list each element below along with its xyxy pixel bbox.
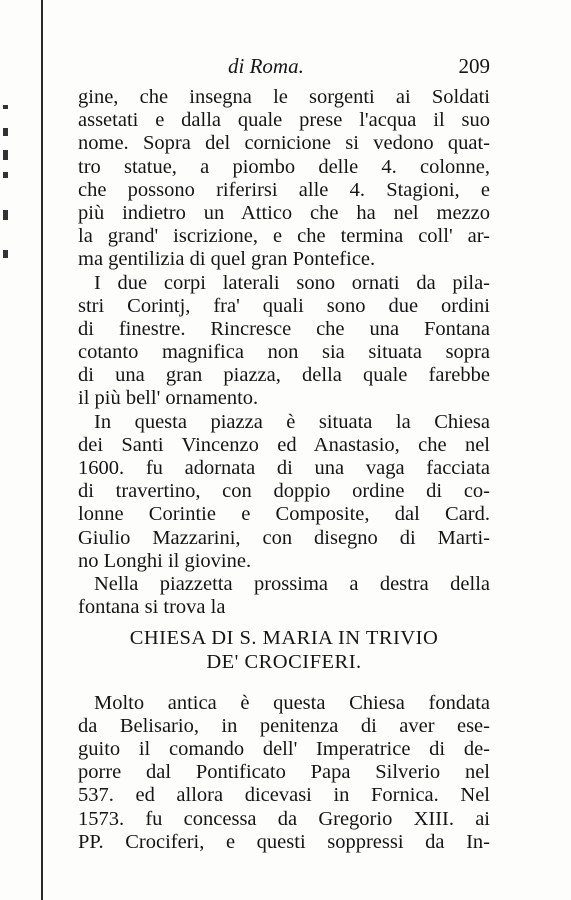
text-line: nome. Sopra del cornicione si vedono quat-: [78, 132, 490, 155]
text-line: ma gentilizia di quel gran Pontefice.: [78, 248, 376, 271]
adjacent-page-edge: [0, 0, 20, 900]
body-text: [78, 86, 490, 854]
section-heading: DE' CROCIFERI.: [206, 650, 362, 673]
edge-mark: [3, 105, 8, 109]
text-line: la grand' iscrizione, e che termina coll' ar-: [78, 225, 490, 248]
text-line: Molto antica è questa Chiesa fondata: [94, 691, 490, 714]
page-header: [78, 54, 490, 84]
text-line: Nella piazzetta prossima a destra della: [94, 572, 490, 595]
text-line: PP. Crociferi, e questi soppressi da In-: [78, 830, 490, 853]
text-line: guito il comando dell' Imperatrice di de-: [78, 738, 490, 761]
edge-mark: [3, 150, 8, 160]
text-line: I due corpi laterali sono ornati da pila-: [94, 271, 490, 294]
text-line: da Belisario, in penitenza di aver ese-: [78, 714, 490, 737]
text-line: 1573. fu concessa da Gregorio XIII. ai: [78, 807, 490, 830]
running-head: di Roma.: [228, 54, 304, 78]
section-heading: CHIESA DI S. MARIA IN TRIVIO: [129, 627, 439, 650]
edge-mark: [3, 250, 8, 258]
gutter-line: [41, 0, 43, 900]
text-line: di travertino, con doppio ordine di co-: [78, 480, 490, 503]
text-line: assetati e dalla quale prese l'acqua il suo: [78, 109, 490, 132]
page-number: 209: [458, 54, 490, 78]
text-line: stri Corintj, fra' quali sono due ordini: [78, 294, 490, 317]
text-line: no Longhi il giovine.: [78, 549, 252, 572]
edge-mark: [3, 210, 8, 220]
edge-mark: [3, 128, 8, 136]
text-line: di finestre. Rincresce che una Fontana: [78, 317, 490, 340]
text-line: Giulio Mazzarini, con disegno di Marti-: [78, 526, 490, 549]
text-line: gine, che insegna le sorgenti ai Soldati: [78, 86, 490, 108]
text-line: più indietro un Attico che ha nel mezzo: [78, 201, 490, 224]
text-line: che possono riferirsi alle 4. Stagioni, e: [78, 178, 490, 201]
text-line: 537. ed allora dicevasi in Fornica. Nel: [78, 784, 490, 807]
edge-mark: [3, 172, 8, 178]
text-line: cotanto magnifica non sia situata sopra: [78, 341, 490, 364]
text-line: fontana si trova la: [78, 596, 226, 619]
text-line: 1600. fu adornata di una vaga facciata: [78, 457, 490, 479]
text-line: di una gran piazza, della quale farebbe: [78, 364, 490, 387]
text-line: tro statue, a piombo delle 4. colonne,: [78, 155, 490, 178]
text-line: lonne Corintie e Composite, dal Card.: [78, 503, 490, 526]
text-line: In questa piazza è situata la Chiesa: [94, 410, 490, 433]
text-line: dei Santi Vincenzo ed Anastasio, che nel: [78, 433, 490, 456]
text-line: il più bell' ornamento.: [78, 387, 259, 410]
text-line: porre dal Pontificato Papa Silverio nel: [78, 761, 490, 784]
